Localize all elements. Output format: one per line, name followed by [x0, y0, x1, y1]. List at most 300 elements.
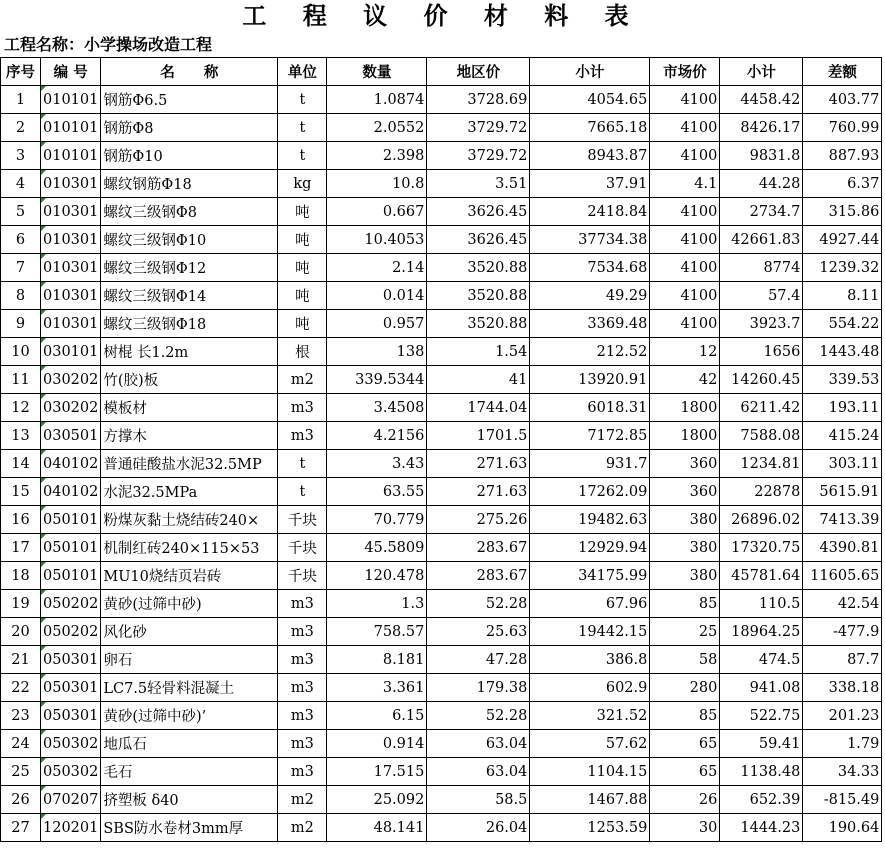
table-cell[interactable]: [101, 786, 278, 814]
table-cell[interactable]: [720, 674, 803, 702]
table-cell[interactable]: [530, 506, 650, 534]
table-cell[interactable]: [278, 394, 327, 422]
table-cell[interactable]: [327, 674, 427, 702]
table-cell[interactable]: [327, 590, 427, 618]
table-cell[interactable]: [41, 366, 101, 394]
cell-text: 4100: [680, 119, 718, 136]
table-cell[interactable]: [650, 562, 720, 590]
table-cell[interactable]: [278, 338, 327, 366]
table-cell[interactable]: [720, 450, 803, 478]
table-cell[interactable]: [530, 226, 650, 254]
table-cell[interactable]: [530, 786, 650, 814]
table-cell[interactable]: [650, 786, 720, 814]
table-cell[interactable]: [720, 506, 803, 534]
table-cell[interactable]: [427, 646, 530, 674]
table-cell[interactable]: [650, 506, 720, 534]
table-cell[interactable]: [720, 226, 803, 254]
table-cell[interactable]: [427, 310, 530, 338]
table-cell[interactable]: [530, 422, 650, 450]
table-cell[interactable]: [101, 226, 278, 254]
table-cell[interactable]: [650, 646, 720, 674]
table-cell[interactable]: [1, 590, 41, 618]
table-cell[interactable]: [427, 590, 530, 618]
table-cell[interactable]: [1, 674, 41, 702]
table-cell[interactable]: [327, 814, 427, 842]
table-cell[interactable]: [41, 226, 101, 254]
table-cell[interactable]: [427, 814, 530, 842]
table-cell[interactable]: [803, 758, 882, 786]
table-cell[interactable]: [427, 786, 530, 814]
table-cell[interactable]: [427, 702, 530, 730]
table-cell[interactable]: [327, 702, 427, 730]
table-cell[interactable]: [101, 422, 278, 450]
table-cell[interactable]: [803, 114, 882, 142]
table-cell[interactable]: [650, 618, 720, 646]
table-cell[interactable]: [530, 86, 650, 114]
table-cell[interactable]: [1, 282, 41, 310]
table-cell[interactable]: [1, 170, 41, 198]
table-cell[interactable]: [427, 282, 530, 310]
table-cell[interactable]: [327, 86, 427, 114]
table-cell[interactable]: [1, 730, 41, 758]
table-cell[interactable]: [278, 198, 327, 226]
table-cell[interactable]: [803, 226, 882, 254]
table-cell[interactable]: [278, 282, 327, 310]
table-cell[interactable]: [650, 282, 720, 310]
table-cell[interactable]: [427, 394, 530, 422]
table-cell[interactable]: [101, 338, 278, 366]
table-cell[interactable]: [530, 478, 650, 506]
table-cell[interactable]: [327, 478, 427, 506]
table-cell[interactable]: [1, 562, 41, 590]
table-cell[interactable]: [278, 478, 327, 506]
cell-text: 49.29: [605, 287, 648, 304]
table-cell[interactable]: [101, 618, 278, 646]
cell-text: 吨: [295, 205, 310, 221]
table-cell[interactable]: [650, 758, 720, 786]
cell-text: 30: [698, 819, 718, 836]
table-cell[interactable]: [427, 478, 530, 506]
table-cell[interactable]: [650, 450, 720, 478]
cell-text: -477.9: [832, 623, 880, 640]
table-cell[interactable]: [803, 450, 882, 478]
table-cell[interactable]: [278, 562, 327, 590]
table-cell[interactable]: [650, 114, 720, 142]
table-cell[interactable]: [327, 422, 427, 450]
table-cell[interactable]: [41, 142, 101, 170]
table-cell[interactable]: [803, 366, 882, 394]
table-cell[interactable]: [41, 310, 101, 338]
table-cell[interactable]: [1, 198, 41, 226]
table-cell[interactable]: [803, 786, 882, 814]
table-cell[interactable]: [650, 702, 720, 730]
table-cell[interactable]: [803, 506, 882, 534]
table-cell[interactable]: [530, 366, 650, 394]
table-cell[interactable]: [720, 114, 803, 142]
table-cell[interactable]: [41, 86, 101, 114]
table-cell[interactable]: [650, 170, 720, 198]
table-cell[interactable]: [720, 534, 803, 562]
table-cell[interactable]: [327, 562, 427, 590]
table-cell[interactable]: [803, 702, 882, 730]
table-cell[interactable]: [41, 814, 101, 842]
cell-text: 螺纹三级钢Φ14: [103, 289, 207, 305]
table-cell[interactable]: [327, 506, 427, 534]
cell-text: 方撑木: [103, 429, 147, 445]
cell-text: 10.8: [392, 175, 425, 192]
table-cell[interactable]: [427, 758, 530, 786]
table-cell[interactable]: [650, 226, 720, 254]
table-cell[interactable]: [720, 590, 803, 618]
table-cell[interactable]: [803, 730, 882, 758]
header-cell: 编 号: [41, 58, 101, 86]
table-cell[interactable]: [530, 338, 650, 366]
table-cell[interactable]: [278, 450, 327, 478]
table-cell[interactable]: [101, 310, 278, 338]
table-cell[interactable]: [720, 86, 803, 114]
cell-text: 050101: [43, 567, 99, 584]
table-cell[interactable]: [803, 142, 882, 170]
table-cell[interactable]: [1, 814, 41, 842]
table-cell[interactable]: [803, 170, 882, 198]
error-flag-icon: [41, 702, 46, 707]
table-cell[interactable]: [530, 674, 650, 702]
table-cell[interactable]: [41, 282, 101, 310]
table-cell[interactable]: [427, 674, 530, 702]
table-cell[interactable]: [803, 590, 882, 618]
table-cell[interactable]: [803, 254, 882, 282]
table-cell[interactable]: [101, 590, 278, 618]
table-cell[interactable]: [650, 422, 720, 450]
table-cell[interactable]: [101, 282, 278, 310]
table-cell[interactable]: [41, 114, 101, 142]
cell-text: 1.0874: [373, 91, 425, 108]
table-cell[interactable]: [720, 142, 803, 170]
table-cell[interactable]: [41, 506, 101, 534]
table-cell[interactable]: [803, 674, 882, 702]
table-cell[interactable]: [1, 646, 41, 674]
table-cell[interactable]: [41, 254, 101, 282]
table-cell[interactable]: [327, 786, 427, 814]
table-cell[interactable]: [101, 366, 278, 394]
table-cell[interactable]: [41, 702, 101, 730]
table-cell[interactable]: [101, 758, 278, 786]
cell-text: 120.478: [364, 567, 425, 584]
table-cell[interactable]: [1, 506, 41, 534]
table-cell[interactable]: [530, 562, 650, 590]
table-cell[interactable]: [650, 478, 720, 506]
table-cell[interactable]: [1, 450, 41, 478]
table-cell[interactable]: [41, 170, 101, 198]
table-cell[interactable]: [1, 338, 41, 366]
table-cell[interactable]: [530, 254, 650, 282]
table-cell[interactable]: [41, 786, 101, 814]
table-cell[interactable]: [650, 590, 720, 618]
table-cell[interactable]: [101, 142, 278, 170]
table-cell[interactable]: [278, 114, 327, 142]
cell-text: 14260.45: [731, 371, 801, 388]
table-cell[interactable]: [720, 422, 803, 450]
table-cell[interactable]: [427, 730, 530, 758]
table-cell[interactable]: [101, 478, 278, 506]
table-cell[interactable]: [41, 422, 101, 450]
cell-text: 522.75: [749, 707, 801, 724]
table-cell[interactable]: [650, 310, 720, 338]
table-cell[interactable]: [327, 170, 427, 198]
table-cell[interactable]: [278, 366, 327, 394]
table-cell[interactable]: [41, 394, 101, 422]
table-cell[interactable]: [327, 198, 427, 226]
table-cell[interactable]: [1, 758, 41, 786]
table-cell[interactable]: [101, 254, 278, 282]
table-cell[interactable]: [41, 338, 101, 366]
table-cell[interactable]: [278, 142, 327, 170]
table-cell[interactable]: [650, 86, 720, 114]
table-cell[interactable]: [720, 814, 803, 842]
cell-text: 70.779: [373, 511, 425, 528]
table-cell[interactable]: [1, 786, 41, 814]
table-cell[interactable]: [1, 618, 41, 646]
table-cell[interactable]: [530, 646, 650, 674]
table-cell[interactable]: [1, 86, 41, 114]
table-cell[interactable]: [530, 394, 650, 422]
table-cell[interactable]: [278, 618, 327, 646]
table-cell[interactable]: [803, 478, 882, 506]
table-cell[interactable]: [278, 590, 327, 618]
table-cell[interactable]: [1, 366, 41, 394]
cell-text: 3923.7: [749, 315, 801, 332]
table-cell[interactable]: [427, 170, 530, 198]
table-cell[interactable]: [327, 226, 427, 254]
table-cell[interactable]: [803, 618, 882, 646]
cell-text: 螺纹三级钢Φ12: [103, 261, 207, 277]
table-cell[interactable]: [278, 758, 327, 786]
table-cell[interactable]: [41, 198, 101, 226]
table-cell[interactable]: [427, 338, 530, 366]
table-cell[interactable]: [101, 450, 278, 478]
table-cell[interactable]: [41, 478, 101, 506]
table-cell[interactable]: [327, 338, 427, 366]
table-cell[interactable]: [327, 254, 427, 282]
table-cell[interactable]: [650, 366, 720, 394]
table-cell[interactable]: [650, 730, 720, 758]
table-cell[interactable]: [427, 422, 530, 450]
table-cell[interactable]: [530, 702, 650, 730]
table-cell[interactable]: [650, 254, 720, 282]
table-cell[interactable]: [427, 618, 530, 646]
table-cell[interactable]: [41, 450, 101, 478]
table-cell[interactable]: [427, 534, 530, 562]
table-cell[interactable]: [530, 310, 650, 338]
table-cell[interactable]: [41, 730, 101, 758]
table-cell[interactable]: [41, 562, 101, 590]
table-cell[interactable]: [803, 422, 882, 450]
table-cell[interactable]: [1, 310, 41, 338]
table-cell[interactable]: [327, 646, 427, 674]
table-cell[interactable]: [327, 534, 427, 562]
cell-text: 941.08: [749, 679, 801, 696]
table-cell[interactable]: [278, 506, 327, 534]
table-cell[interactable]: [278, 674, 327, 702]
table-cell[interactable]: [720, 394, 803, 422]
table-cell[interactable]: [720, 366, 803, 394]
table-cell[interactable]: [278, 814, 327, 842]
table-cell[interactable]: [720, 562, 803, 590]
table-cell[interactable]: [720, 646, 803, 674]
table-cell[interactable]: [720, 310, 803, 338]
table-cell[interactable]: [803, 814, 882, 842]
table-cell[interactable]: [327, 394, 427, 422]
table-cell[interactable]: [530, 198, 650, 226]
table-cell[interactable]: [1, 394, 41, 422]
table-cell[interactable]: [720, 198, 803, 226]
table-cell[interactable]: [427, 254, 530, 282]
table-cell[interactable]: [720, 730, 803, 758]
table-cell[interactable]: [278, 310, 327, 338]
table-cell[interactable]: [1, 534, 41, 562]
table-cell[interactable]: [720, 170, 803, 198]
table-cell[interactable]: [427, 562, 530, 590]
table-cell[interactable]: [1, 114, 41, 142]
table-cell[interactable]: [530, 730, 650, 758]
table-cell[interactable]: [427, 86, 530, 114]
table-cell[interactable]: [101, 730, 278, 758]
table-cell[interactable]: [803, 338, 882, 366]
table-cell[interactable]: [530, 590, 650, 618]
table-cell[interactable]: [101, 86, 278, 114]
table-cell[interactable]: [1, 254, 41, 282]
table-cell[interactable]: [101, 646, 278, 674]
table-cell[interactable]: [327, 450, 427, 478]
table-cell[interactable]: [530, 450, 650, 478]
table-cell[interactable]: [101, 674, 278, 702]
table-cell[interactable]: [278, 534, 327, 562]
table-cell[interactable]: [1, 478, 41, 506]
table-cell[interactable]: [278, 786, 327, 814]
table-cell[interactable]: [803, 86, 882, 114]
table-cell[interactable]: [427, 226, 530, 254]
table-cell[interactable]: [720, 618, 803, 646]
table-cell[interactable]: [427, 366, 530, 394]
error-flag-icon: [41, 422, 46, 427]
table-cell[interactable]: [803, 310, 882, 338]
cell-text: 25: [698, 623, 718, 640]
table-cell[interactable]: [278, 422, 327, 450]
table-cell[interactable]: [327, 282, 427, 310]
table-cell[interactable]: [101, 814, 278, 842]
table-cell[interactable]: [530, 534, 650, 562]
table-row: [1, 646, 882, 674]
table-cell[interactable]: [650, 198, 720, 226]
table-cell[interactable]: [803, 394, 882, 422]
table-cell[interactable]: [720, 254, 803, 282]
table-cell[interactable]: [101, 506, 278, 534]
table-cell[interactable]: [803, 562, 882, 590]
cell-text: 37734.38: [578, 231, 648, 248]
table-cell[interactable]: [427, 114, 530, 142]
table-cell[interactable]: [650, 674, 720, 702]
table-cell[interactable]: [278, 254, 327, 282]
table-cell[interactable]: [1, 226, 41, 254]
table-cell[interactable]: [530, 618, 650, 646]
table-cell[interactable]: [720, 478, 803, 506]
table-cell[interactable]: [530, 758, 650, 786]
cell-text: 3729.72: [467, 119, 528, 136]
table-cell[interactable]: [803, 282, 882, 310]
table-cell[interactable]: [41, 646, 101, 674]
table-cell[interactable]: [101, 534, 278, 562]
table-cell[interactable]: [1, 422, 41, 450]
table-cell[interactable]: [1, 142, 41, 170]
table-cell[interactable]: [327, 758, 427, 786]
table-cell[interactable]: [803, 534, 882, 562]
table-cell[interactable]: [278, 226, 327, 254]
table-cell[interactable]: [427, 450, 530, 478]
table-cell[interactable]: [41, 674, 101, 702]
table-cell[interactable]: [720, 786, 803, 814]
table-cell[interactable]: [530, 114, 650, 142]
table-cell[interactable]: [720, 758, 803, 786]
table-cell[interactable]: [803, 198, 882, 226]
table-cell[interactable]: [427, 142, 530, 170]
table-cell[interactable]: [650, 534, 720, 562]
table-cell[interactable]: [530, 814, 650, 842]
table-cell[interactable]: [327, 310, 427, 338]
table-cell[interactable]: [101, 198, 278, 226]
table-cell[interactable]: [278, 730, 327, 758]
table-cell[interactable]: [720, 702, 803, 730]
table-cell[interactable]: [530, 142, 650, 170]
table-cell[interactable]: [327, 142, 427, 170]
table-cell[interactable]: [278, 170, 327, 198]
table-cell[interactable]: [278, 86, 327, 114]
table-cell[interactable]: [327, 114, 427, 142]
table-cell[interactable]: [803, 646, 882, 674]
table-cell[interactable]: [278, 702, 327, 730]
table-cell[interactable]: [1, 702, 41, 730]
table-cell[interactable]: [101, 394, 278, 422]
table-cell[interactable]: [327, 366, 427, 394]
table-cell[interactable]: [41, 534, 101, 562]
table-cell[interactable]: [650, 394, 720, 422]
cell-text: 030501: [43, 427, 99, 444]
error-flag-icon: [41, 786, 46, 791]
table-cell[interactable]: [278, 646, 327, 674]
cell-text: 螺纹钢筋Φ18: [103, 177, 192, 193]
cell-text: 粉煤灰黏土烧结砖240×: [103, 513, 260, 529]
table-cell[interactable]: [41, 758, 101, 786]
table-cell[interactable]: [427, 506, 530, 534]
table-cell[interactable]: [327, 618, 427, 646]
table-cell[interactable]: [101, 170, 278, 198]
table-cell[interactable]: [101, 114, 278, 142]
table-cell[interactable]: [720, 338, 803, 366]
cell-text: 42661.83: [731, 231, 801, 248]
table-cell[interactable]: [101, 702, 278, 730]
table-cell[interactable]: [41, 590, 101, 618]
table-cell[interactable]: [650, 814, 720, 842]
table-cell[interactable]: [650, 142, 720, 170]
table-cell[interactable]: [650, 338, 720, 366]
table-cell[interactable]: [720, 282, 803, 310]
table-cell[interactable]: [101, 562, 278, 590]
table-cell[interactable]: [530, 170, 650, 198]
table-cell[interactable]: [41, 618, 101, 646]
cell-text: 16: [11, 511, 30, 528]
table-cell[interactable]: [530, 282, 650, 310]
table-cell[interactable]: [327, 730, 427, 758]
table-cell[interactable]: [427, 198, 530, 226]
